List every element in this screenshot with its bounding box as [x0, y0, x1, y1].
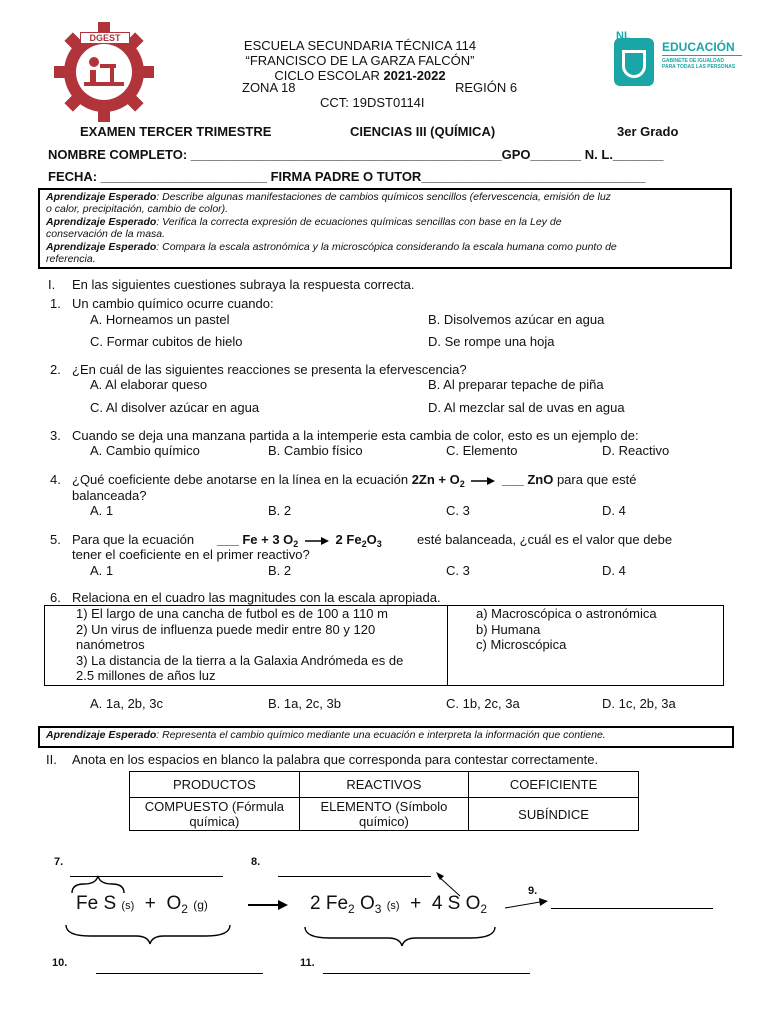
q5-text-line2: tener el coeficiente en el primer reactivo? — [72, 547, 310, 562]
nl-label: NL — [616, 30, 631, 42]
school-line: ESCUELA SECUNDARIA TÉCNICA 114 — [243, 38, 477, 53]
q6-scale-item: b) Humana — [476, 621, 541, 637]
q5-equation: ___ Fe + 3 $O_2$ 2 $Fe_2O_3$ — [217, 532, 382, 549]
q6-option-a[interactable]: A. 1a, 2b, 3c — [90, 696, 163, 711]
blank-10-number: 10. — [52, 957, 68, 969]
zone-label: ZONA 18 — [242, 80, 296, 95]
word-productos: PRODUCTOS — [130, 772, 300, 798]
q6-option-b[interactable]: B. 1a, 2c, 3b — [268, 696, 341, 711]
q6-text: Relaciona en el cuadro las magnitudes con la escala apropiada. — [72, 590, 441, 605]
q2-text: ¿En cuál de las siguientes reacciones se presenta la efervescencia? — [72, 362, 467, 377]
q2-option-b[interactable]: B. Al preparar tepache de piña — [428, 377, 604, 392]
blank-8-number: 8. — [251, 856, 261, 868]
q6-magnitude-item: nanómetros — [76, 637, 145, 652]
section-1-instruction: En las siguientes cuestiones subraya la respuesta correcta. — [72, 277, 415, 292]
blank-9-number: 9. — [528, 885, 538, 897]
q5-option-d[interactable]: D. 4 — [602, 563, 626, 578]
blank-11-number: 11. — [300, 957, 315, 969]
cct-label: CCT: 19DST0114I — [320, 95, 425, 110]
word-elemento: ELEMENTO (Símbolo químico) — [299, 798, 468, 831]
q4-option-c[interactable]: C. 3 — [446, 503, 470, 518]
q5-option-b[interactable]: B. 2 — [268, 563, 292, 578]
learning-expected-line: Aprendizaje Esperado: Describe algunas manifestaciones de cambios químicos sencillos (efervescencia, emisión de luz — [46, 191, 611, 203]
exam-grade: 3er Grado — [617, 124, 679, 139]
word-compuesto: COMPUESTO (Fórmula química) — [130, 798, 300, 831]
section-1-number: I. — [48, 277, 56, 292]
q6-scale-item: c) Microscópica — [476, 637, 567, 652]
q6-scale-item: a) Macroscópica o astronómica — [476, 606, 657, 621]
cycle-line: CICLO ESCOLAR 2021-2022 — [274, 68, 446, 83]
q2-option-a[interactable]: A. Al elaborar queso — [90, 377, 208, 392]
q4-option-a[interactable]: A. 1 — [90, 503, 114, 518]
q5-blank[interactable]: ___ — [217, 532, 239, 547]
q3-number: 3. — [50, 428, 61, 443]
blank-10-line[interactable] — [96, 973, 263, 974]
reaction-arrow-icon — [471, 473, 495, 488]
blank-11-line[interactable] — [323, 973, 530, 974]
q2-option-d[interactable]: D. Al mezclar sal de uvas en agua — [428, 400, 625, 415]
blank-7-number: 7. — [54, 856, 64, 868]
q5-number: 5. — [50, 532, 61, 547]
q6-magnitude-item: 2) Un virus de influenza puede medir entre 80 y 120 — [76, 621, 376, 637]
educacion-label: EDUCACIÓN — [662, 40, 735, 54]
learning-expected-2: Aprendizaje Esperado: Representa el cambio químico mediante una ecuación e interpreta la información que contiene. — [46, 729, 606, 741]
learning-expected-line: referencia. — [46, 253, 96, 266]
q2-option-c[interactable]: C. Al disolver azúcar en agua — [90, 400, 260, 415]
q1-option-c[interactable]: C. Formar cubitos de hielo — [90, 334, 243, 349]
region-label: REGIÓN 6 — [455, 80, 518, 95]
word-bank-table — [129, 771, 639, 831]
reaction-arrow-icon — [305, 533, 329, 548]
q5-text-before: Para que la ecuación — [72, 532, 195, 547]
educacion-sub2: PARA TODAS LAS PERSONAS — [662, 64, 736, 70]
q6-magnitude-item: 2.5 millones de años luz — [76, 668, 216, 683]
q4-option-b[interactable]: B. 2 — [268, 503, 292, 518]
q5-text-after: esté balanceada, ¿cuál es el valor que debe — [417, 532, 673, 547]
section-2-instruction: Anota en los espacios en blanco la palabra que corresponda para contestar correctamente. — [72, 752, 599, 767]
exam-title: EXAMEN TERCER TRIMESTRE — [80, 124, 272, 139]
q1-option-a[interactable]: A. Horneamos un pastel — [90, 312, 230, 327]
q3-option-d[interactable]: D. Reactivo — [602, 443, 670, 458]
q5-option-c[interactable]: C. 3 — [446, 563, 470, 578]
educacion-sub1: GABINETE DE IGUALDAD — [662, 58, 724, 64]
word-reactivos: REACTIVOS — [299, 772, 468, 798]
q1-number: 1. — [50, 296, 61, 311]
q4-text: ¿Qué coeficiente debe anotarse en la línea en la ecuación $2Zn + O_2$ ___ ZnO para que esté — [72, 472, 637, 489]
word-subindice: SUBÍNDICE — [469, 798, 639, 831]
q1-text: Un cambio químico ocurre cuando: — [72, 296, 274, 311]
q2-number: 2. — [50, 362, 61, 377]
q6-number: 6. — [50, 590, 61, 605]
dgest-logo — [52, 20, 156, 124]
word-coeficiente: COEFICIENTE — [469, 772, 639, 798]
school-name-line: “FRANCISCO DE LA GARZA FALCÓN” — [245, 53, 475, 68]
q6-magnitude-item: 3) La distancia de la tierra a la Galaxia Andrómeda es de — [76, 652, 404, 668]
section-2-number: II. — [46, 752, 57, 767]
dgest-logo-text: DGEST — [80, 32, 130, 44]
equation-products: 2 $Fe_2$ $O_3$ (s) + 4 S $O_2$ — [310, 893, 488, 916]
nl-educacion-logo — [614, 32, 744, 90]
q5-option-a[interactable]: A. 1 — [90, 563, 114, 578]
date-signature-field[interactable]: FECHA: _______________________ FIRMA PADRE O TUTOR_______________________________ — [48, 169, 646, 184]
q3-text: Cuando se deja una manzana partida a la intemperie esta cambia de color, esto es un ejemplo de: — [72, 428, 639, 443]
learning-expected-line: Aprendizaje Esperado: Compara la escala astronómica y la microscópica considerando la escala humana como punto de — [46, 240, 617, 253]
q3-option-c[interactable]: C. Elemento — [446, 443, 518, 458]
q3-option-b[interactable]: B. Cambio físico — [268, 443, 363, 458]
name-field[interactable]: NOMBRE COMPLETO: ___________________________________________GPO_______ N. L._______ — [48, 147, 664, 162]
equation-reactants: Fe S $(s) + O_2$ (g) — [76, 893, 208, 916]
q3-option-a[interactable]: A. Cambio químico — [90, 443, 200, 458]
q1-option-b[interactable]: B. Disolvemos azúcar en agua — [428, 312, 605, 327]
q1-option-d[interactable]: D. Se rompe una hoja — [428, 334, 555, 349]
q4-number: 4. — [50, 472, 61, 487]
learning-expected-line: o calor, precipitación, cambio de color). — [46, 203, 229, 216]
nl-shield-icon — [622, 50, 646, 78]
q4-text-line2: balanceada? — [72, 488, 147, 503]
q6-magnitude-item: 1) El largo de una cancha de futbol es de 100 a 110 m — [76, 606, 388, 621]
learning-expected-line: Aprendizaje Esperado: Verifica la correcta expresión de ecuaciones químicas sencillas con base en la Ley de — [46, 215, 562, 228]
q4-option-d[interactable]: D. 4 — [602, 503, 626, 518]
q6-option-c[interactable]: C. 1b, 2c, 3a — [446, 696, 520, 711]
q4-blank[interactable]: ___ — [502, 472, 524, 487]
exam-subject: CIENCIAS III (QUÍMICA) — [350, 124, 496, 139]
learning-expected-line: conservación de la masa. — [46, 228, 166, 241]
q6-option-d[interactable]: D. 1c, 2b, 3a — [602, 696, 676, 711]
